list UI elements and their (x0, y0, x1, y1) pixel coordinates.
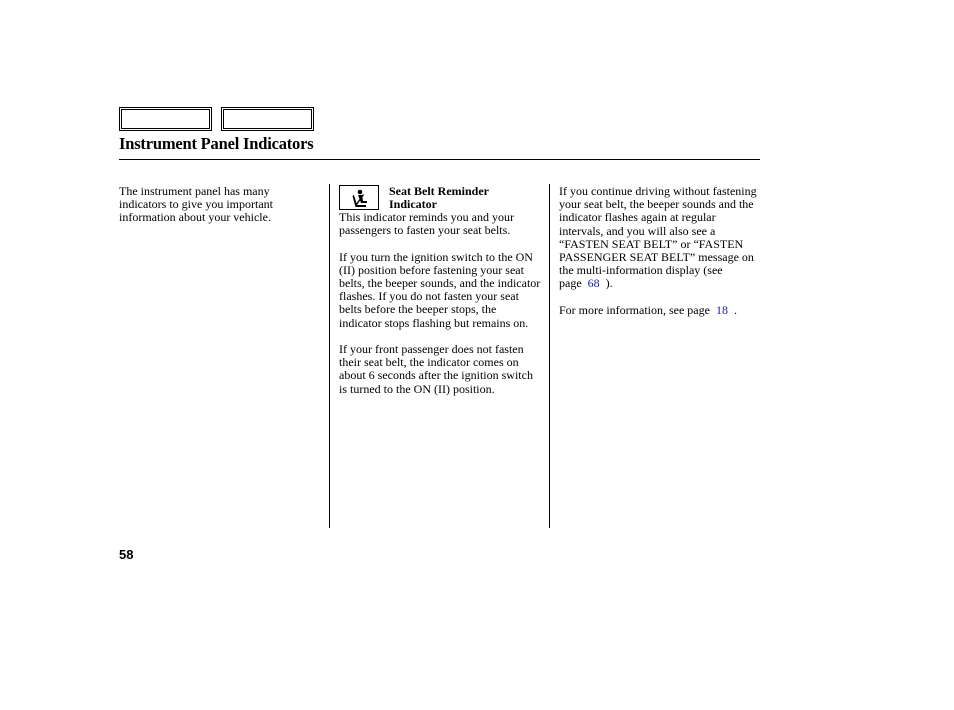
page-title: Instrument Panel Indicators (119, 134, 314, 153)
continued-column (559, 185, 759, 317)
paragraph-2: If you turn the ignition switch to the ON (II) position before fastening your seat belts, the beeper sounds, and the indicator flashes. If you do not fasten your seat belts before the beeper stops, the indicator stops flashing but remains on. (339, 249, 541, 330)
paragraph-3: If your front passenger does not fasten their seat belt, the indicator comes on about 6 seconds after the ignition switch is turned to the ON (II) position. (339, 342, 533, 396)
section-heading-line1: Seat Belt Reminder (389, 184, 489, 198)
column-divider-2 (549, 184, 550, 528)
title-divider (119, 159, 760, 160)
intro-text: The instrument panel has many indicators to give you important information about your vehicle. (119, 184, 273, 225)
nav-button-1[interactable] (119, 107, 212, 131)
page-number: 58 (119, 547, 134, 562)
paragraph-1: This indicator reminds you and your passengers to fasten your seat belts. (339, 210, 514, 238)
seat-belt-column (339, 185, 541, 396)
intro-column (119, 185, 319, 225)
column-divider-1 (329, 184, 330, 528)
continue-end: ). (605, 276, 613, 291)
continue-text: If you continue driving without fastening your seat belt, the beeper sounds and the indicator flashes again at regular intervals, and you will also see a “FASTEN SEAT BELT” or “FASTEN PASSENGER SEAT BELT” message on the multi-information display (see page (559, 184, 757, 291)
page-link-68[interactable]: 68 (587, 276, 600, 291)
section-heading-line2: Indicator (389, 197, 437, 212)
paragraph-continue (559, 185, 759, 291)
more-info-end: . (733, 302, 737, 317)
nav-button-2[interactable] (221, 107, 314, 131)
more-info-text: For more information, see page (559, 302, 710, 317)
paragraph-more-info (559, 304, 759, 317)
page-link-18[interactable]: 18 (715, 302, 728, 317)
